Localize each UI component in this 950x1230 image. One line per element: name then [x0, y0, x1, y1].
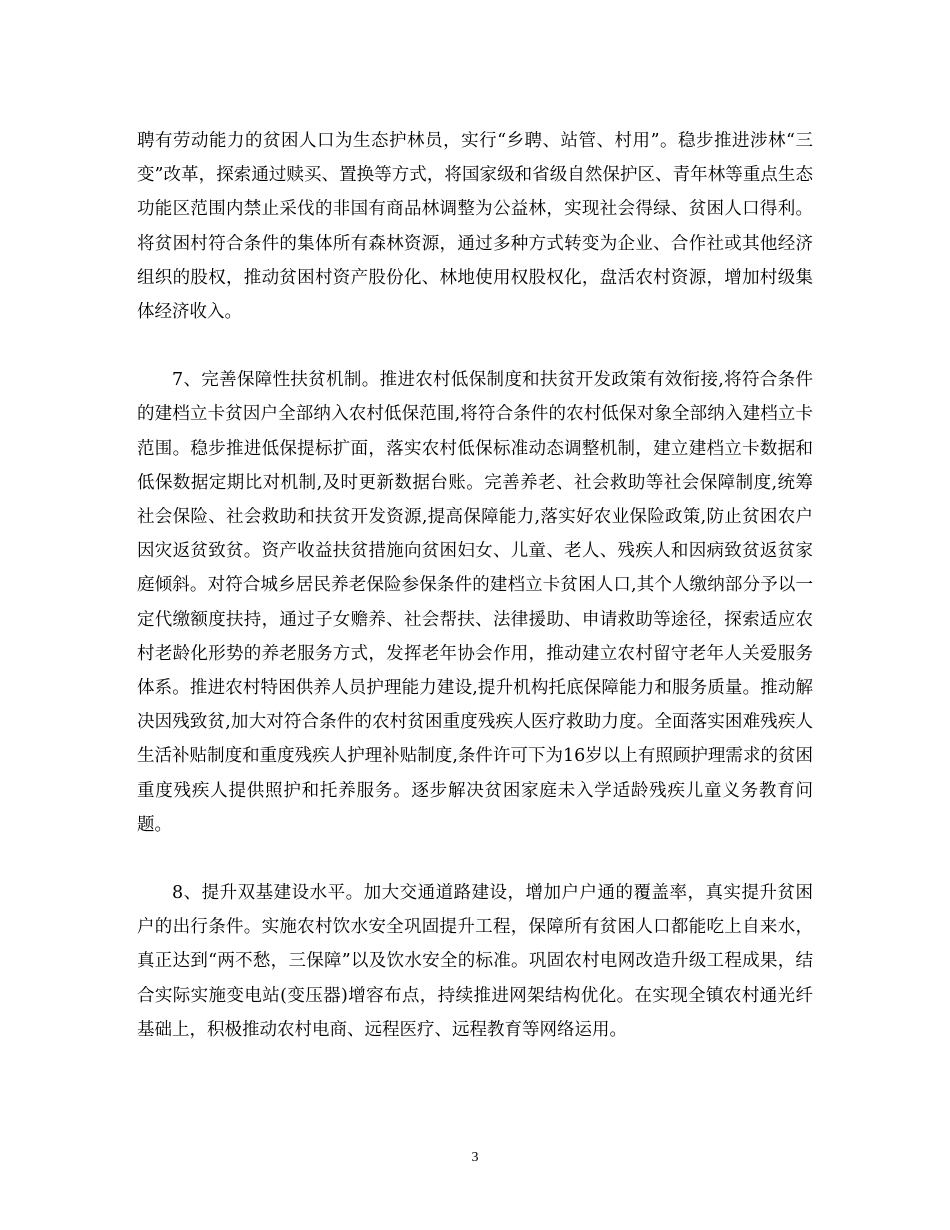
paragraph-continuation: 聘有劳动能力的贫困人口为生态护林员，实行“乡聘、站管、村用”。稳步推进涉林“三变”改革，探索通过赎买、置换等方式，将国家级和省级自然保护区、青年林等重点生态功能区范围内禁止采伐的非国有商品林调整为公益林，实现社会得绿、贫困人口得利。将贫困村符合条件的集体所有森林资源，通过多种方式转变为企业、合作社或其他经济组织的股权，推动贫困村资产股份化、林地使用权股权化，盘活农村资源，增加村级集体经济收入。	[137, 131, 813, 323]
paragraph-gap	[137, 842, 813, 876]
page-number: 3	[471, 1150, 479, 1165]
document-body	[137, 124, 813, 1047]
paragraph-section-7: 7、完善保障性扶贫机制。推进农村低保制度和扶贫开发政策有效衔接,将符合条件的建档立卡贫因户全部纳入农村低保范围,将符合条件的农村低保对象全部纳入建档立卡范围。稳步推进低保提标扩面，落实农村低保标准动态调整机制，建立建档立卡数据和低保数据定期比对机制,及时更新数据台账。完善养老、社会救助等社会保障制度,统筹社会保险、社会救助和扶贫开发资源,提高保障能力,落实好农业保险政策,防止贫困农户因灾返贫致贫。资产收益扶贫措施向贫困妇女、儿童、老人、残疾人和因病致贫返贫家庭倾斜。对符合城乡居民养老保险参保条件的建档立卡贫困人口,其个人缴纳部分予以一定代缴额度扶持，通过子女赡养、社会帮扶、法律援助、申请救助等途径，探索适应农村老龄化形势的养老服务方式，发挥老年协会作用，推动建立农村留守老年人关爱服务体系。推进农村特困供养人员护理能力建设,提升机构托底保障能力和服务质量。推动解决因残致贫,加大对符合条件的农村贫困重度残疾人医疗救助力度。全面落实困难残疾人生活补贴制度和重度残疾人护理补贴制度,条件许可下为16岁以上有照顾护理需求的贫困重度残疾人提供照护和托养服务。逐步解决贫困家庭未入学适龄残疾儿童义务教育问题。	[137, 370, 813, 835]
paragraph-gap	[137, 329, 813, 363]
paragraph-section-8: 8、提升双基建设水平。加大交通道路建设，增加户户通的覆盖率，真实提升贫困户的出行条件。实施农村饮水安全巩固提升工程，保障所有贫困人口都能吃上自来水，真正达到“两不愁，三保障”以及饮水安全的标准。巩固农村电网改造升级工程成果，结合实际实施变电站(变压器)增容布点，持续推进网架结构优化。在实现全镇农村通光纤基础上，积极推动农村电商、远程医疗、远程教育等网络运用。	[137, 883, 813, 1040]
